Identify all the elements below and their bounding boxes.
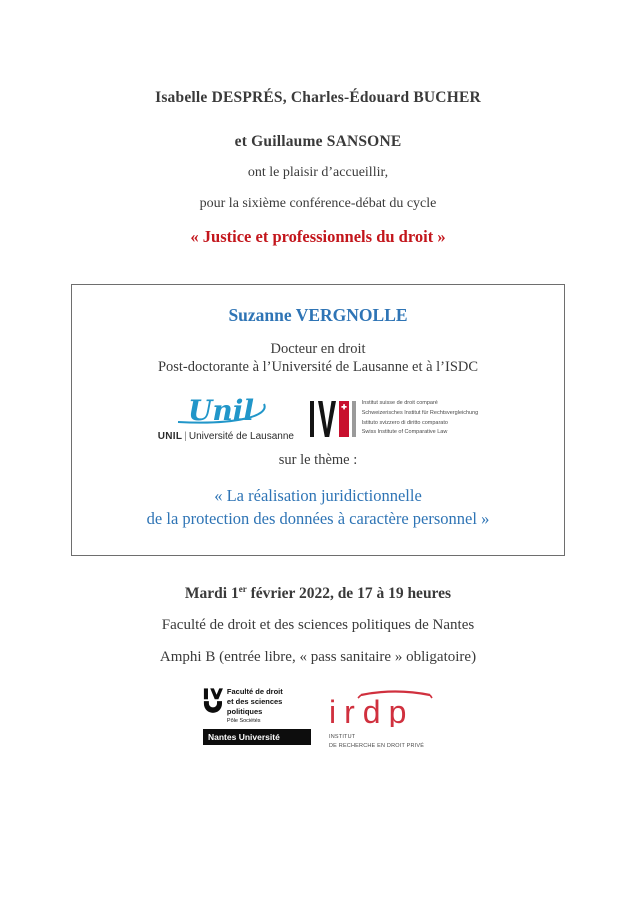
nantes-mark-icon xyxy=(203,687,223,717)
hosts-line-1: Isabelle DESPRÉS, Charles-Édouard BUCHER xyxy=(155,89,481,106)
welcome-line: ont le plaisir d’accueillir, xyxy=(247,165,389,180)
isdc-line: Institut suisse de droit comparé xyxy=(361,400,438,407)
svg-text:irdp: irdp xyxy=(329,694,415,727)
unil-logo xyxy=(158,395,294,442)
irdp-logo xyxy=(329,687,433,751)
footer-logos-row xyxy=(0,687,636,751)
irdp-caption: INSTITUT DE RECHERCHE EN DROIT PRIVÉ xyxy=(329,734,425,749)
partner-logos-row xyxy=(0,395,636,442)
isdc-logo xyxy=(310,399,478,439)
nantes-bar: Nantes Université xyxy=(203,729,311,745)
event-date: Mardi 1er février 2022, de 17 à 19 heures xyxy=(184,584,452,603)
event-location: Faculté de droit et des sciences politiques de Nantes xyxy=(161,617,475,633)
unil-caption: UNIL | Université de Lausanne xyxy=(157,431,294,442)
svg-text:Unil: Unil xyxy=(187,395,254,427)
isdc-text-lines xyxy=(362,399,478,438)
isdc-mark-icon xyxy=(310,399,356,439)
theme-label: sur le thème : xyxy=(278,452,358,468)
speaker-name: Suzanne VERGNOLLE xyxy=(228,305,408,325)
isdc-line: Schweizerisches Institut für Rechtsvergleichung xyxy=(361,409,479,416)
speaker-title-1: Docteur en droit xyxy=(270,341,366,357)
nantes-text: Faculté de droit et des sciences politiques Pôle Sociétés xyxy=(226,687,283,725)
date-superscript: er xyxy=(238,584,247,594)
theme-line-1: « La réalisation juridictionnelle xyxy=(214,486,422,505)
hosts-line-2: et Guillaume SANSONE xyxy=(234,133,402,150)
irdp-letters-icon xyxy=(329,687,433,727)
isdc-line: Swiss Institute of Comparative Law xyxy=(361,429,448,436)
theme-line-2: de la protection des données à caractère personnel » xyxy=(146,509,490,528)
cycle-line: pour la sixième conférence-débat du cycle xyxy=(199,196,437,211)
unil-script-icon xyxy=(158,395,294,428)
cycle-title: « Justice et professionnels du droit » xyxy=(190,227,446,246)
nantes-universite-logo xyxy=(203,687,311,745)
isdc-line: Istituto svizzero di diritto comparato xyxy=(361,419,448,426)
event-room: Amphi B (entrée libre, « pass sanitaire » obligatoire) xyxy=(159,649,477,665)
speaker-title-2: Post-doctorante à l’Université de Lausanne et à l’ISDC xyxy=(157,359,479,375)
